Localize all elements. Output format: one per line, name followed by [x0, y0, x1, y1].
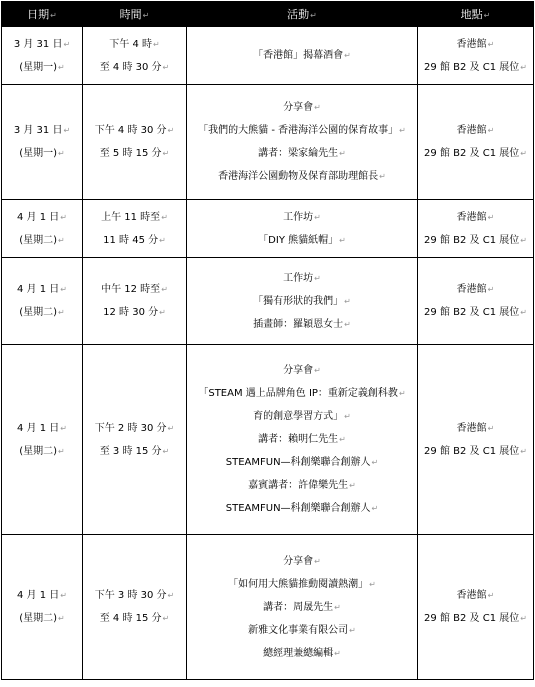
header-time: 時間↵ [83, 2, 187, 27]
time-line [83, 278, 186, 301]
paragraph-mark: ↵ [344, 412, 351, 421]
activity-line [187, 382, 417, 405]
date-line [2, 607, 82, 630]
paragraph-mark: ↵ [487, 285, 495, 294]
activity-line [187, 142, 417, 165]
time-text: 下午 4 時 30 分 [94, 125, 167, 136]
date-text: (星期二) [19, 613, 58, 624]
time-line [83, 206, 186, 229]
date-text: 4 月 1 日 [17, 422, 60, 434]
venue-line [418, 301, 533, 324]
time-cell [83, 200, 187, 258]
table-body [2, 27, 534, 680]
header-venue: 地點↵ [418, 2, 534, 27]
activity-text: 「如何用大熊貓推動閱讀熱潮」 [228, 578, 369, 590]
schedule-table [1, 1, 534, 680]
activity-cell [187, 258, 418, 345]
activity-line [187, 550, 417, 573]
paragraph-mark: ↵ [369, 579, 376, 589]
header-row [2, 2, 534, 27]
paragraph-mark: ↵ [159, 308, 166, 317]
date-cell [2, 345, 83, 535]
time-line [83, 119, 186, 142]
paragraph-mark: ↵ [60, 285, 67, 294]
venue-text: 香港館 [456, 125, 487, 136]
paragraph-mark: ↵ [349, 481, 356, 490]
date-line [2, 33, 82, 56]
activity-line [187, 96, 417, 119]
time-line [83, 33, 186, 56]
activity-text: 育的創意學習方式」 [253, 411, 344, 422]
paragraph-mark: ↵ [58, 446, 65, 456]
date-text: 3 月 31 日 [13, 125, 63, 136]
paragraph-mark: ↵ [153, 39, 160, 49]
venue-line [418, 206, 533, 229]
activity-text: 分享會 [283, 365, 314, 376]
venue-line [418, 584, 533, 607]
paragraph-mark: ↵ [63, 39, 71, 49]
activity-text: 總經理兼總編輯 [263, 647, 334, 659]
activity-text: 插畫師：羅穎恩女士 [253, 318, 344, 330]
date-line [2, 206, 82, 229]
date-line [2, 56, 82, 79]
paragraph-mark: ↵ [487, 591, 495, 600]
venue-text: 香港館 [456, 284, 487, 295]
time-line [83, 301, 186, 324]
activity-text: 分享會 [283, 555, 314, 567]
activity-text: 「STEAM 遇上品牌角色 IP：重新定義創科教 [198, 388, 398, 399]
paragraph-mark: ↵ [58, 149, 65, 158]
table-row [2, 535, 534, 680]
time-line [83, 417, 186, 440]
paragraph-mark: ↵ [58, 235, 65, 245]
venue-cell [418, 258, 534, 345]
venue-line [418, 229, 533, 252]
time-cell [83, 85, 187, 200]
date-cell [2, 258, 83, 345]
paragraph-mark: ↵ [58, 308, 65, 317]
time-line [83, 584, 186, 607]
venue-line [418, 119, 533, 142]
time-cell [83, 27, 187, 85]
date-line [2, 440, 82, 463]
venue-cell [418, 535, 534, 680]
venue-text: 29 館 B2 及 C1 展位 [424, 613, 520, 624]
date-text: (星期一) [19, 148, 58, 159]
date-cell [2, 200, 83, 258]
activity-line [187, 119, 417, 142]
date-text: (星期一) [19, 61, 58, 73]
table-row [2, 85, 534, 200]
paragraph-mark: ↵ [314, 212, 321, 222]
paragraph-mark: ↵ [162, 149, 170, 158]
activity-line [187, 573, 417, 596]
time-line [83, 229, 186, 252]
activity-text: 「獨有形狀的我們」 [253, 295, 344, 307]
paragraph-mark: ↵ [398, 389, 406, 398]
activity-line [187, 165, 417, 188]
date-text: (星期二) [19, 307, 58, 318]
paragraph-mark: ↵ [487, 39, 495, 49]
venue-text: 29 館 B2 及 C1 展位 [424, 61, 520, 73]
paragraph-mark: ↵ [159, 235, 166, 245]
time-text: 11 時 45 分 [103, 234, 159, 246]
time-text: 至 4 時 30 分 [99, 61, 162, 73]
activity-text: 講者：賴明仁先生 [258, 434, 339, 445]
venue-text: 29 館 B2 及 C1 展位 [424, 445, 520, 457]
date-line [2, 584, 82, 607]
time-line [83, 440, 186, 463]
venue-text: 香港館 [456, 422, 487, 434]
venue-text: 香港館 [456, 590, 487, 601]
paragraph-mark: ↵ [162, 614, 170, 623]
activity-line [187, 497, 417, 520]
time-text: 下午 4 時 [109, 38, 153, 50]
venue-text: 香港館 [456, 38, 487, 50]
date-text: 3 月 31 日 [13, 38, 63, 50]
activity-line [187, 313, 417, 336]
paragraph-mark: ↵ [520, 308, 527, 317]
activity-text: 工作坊 [283, 211, 314, 223]
venue-text: 29 館 B2 及 C1 展位 [424, 307, 520, 318]
date-line [2, 142, 82, 165]
activity-line [187, 596, 417, 619]
paragraph-mark: ↵ [161, 285, 168, 294]
activity-text: 「我們的大熊貓 - 香港海洋公園的保育故事」 [198, 125, 399, 136]
time-text: 中午 12 時至 [101, 284, 161, 295]
paragraph-mark: ↵ [371, 504, 379, 513]
time-text: 12 時 30 分 [103, 307, 159, 318]
time-text: 上午 11 時至 [101, 211, 161, 223]
activity-line [187, 267, 417, 290]
activity-line [187, 474, 417, 497]
date-line [2, 417, 82, 440]
paragraph-mark: ↵ [344, 296, 351, 306]
date-text: 4 月 1 日 [17, 211, 60, 223]
paragraph-mark: ↵ [339, 435, 346, 444]
paragraph-mark: ↵ [167, 591, 175, 600]
paragraph-mark: ↵ [344, 319, 351, 329]
paragraph-mark: ↵ [162, 446, 170, 456]
paragraph-mark: ↵ [520, 614, 527, 623]
paragraph-mark: ↵ [487, 423, 495, 433]
time-line [83, 142, 186, 165]
time-text: 至 5 時 15 分 [99, 148, 162, 159]
paragraph-mark: ↵ [314, 556, 321, 566]
venue-cell [418, 200, 534, 258]
venue-text: 香港館 [456, 211, 487, 223]
activity-line [187, 405, 417, 428]
venue-line [418, 278, 533, 301]
time-cell [83, 258, 187, 345]
paragraph-mark: ↵ [167, 126, 175, 135]
activity-text: 分享會 [283, 102, 314, 113]
activity-line [187, 44, 417, 67]
activity-text: 講者：周晟先生 [263, 601, 334, 613]
activity-cell [187, 345, 418, 535]
paragraph-mark: ↵ [334, 602, 341, 612]
activity-text: 新雅文化事業有限公司 [248, 624, 349, 636]
paragraph-mark: ↵ [487, 212, 495, 222]
activity-line [187, 359, 417, 382]
paragraph-mark: ↵ [487, 126, 495, 135]
date-cell [2, 85, 83, 200]
date-line [2, 229, 82, 252]
venue-line [418, 33, 533, 56]
table-row [2, 345, 534, 535]
table-row [2, 200, 534, 258]
table-row [2, 258, 534, 345]
date-text: (星期二) [19, 234, 58, 246]
venue-cell [418, 27, 534, 85]
activity-text: 「香港館」揭幕酒會 [253, 50, 344, 61]
paragraph-mark: ↵ [63, 126, 71, 135]
paragraph-mark: ↵ [520, 446, 527, 456]
paragraph-mark: ↵ [162, 62, 170, 72]
paragraph-mark: ↵ [60, 591, 67, 600]
paragraph-mark: ↵ [349, 625, 356, 635]
paragraph-mark: ↵ [58, 614, 65, 623]
activity-line [187, 229, 417, 252]
date-text: 4 月 1 日 [17, 590, 60, 601]
paragraph-mark: ↵ [339, 149, 346, 158]
activity-cell [187, 85, 418, 200]
venue-line [418, 440, 533, 463]
activity-text: 工作坊 [283, 272, 314, 284]
header-activity: 活動↵ [187, 2, 418, 27]
activity-line [187, 451, 417, 474]
activity-text: 香港海洋公園動物及保育部助理館長 [218, 171, 379, 182]
paragraph-mark: ↵ [60, 423, 67, 433]
paragraph-mark: ↵ [520, 62, 527, 72]
date-line [2, 278, 82, 301]
time-cell [83, 345, 187, 535]
date-line [2, 301, 82, 324]
time-text: 下午 3 時 30 分 [94, 590, 167, 601]
header-date: 日期↵ [2, 2, 83, 27]
paragraph-mark: ↵ [371, 458, 379, 467]
paragraph-mark: ↵ [314, 273, 321, 283]
activity-line [187, 642, 417, 665]
activity-line [187, 619, 417, 642]
activity-text: STEAMFUN—科創樂聯合創辦人 [225, 457, 371, 468]
paragraph-mark: ↵ [60, 212, 67, 222]
activity-line [187, 290, 417, 313]
paragraph-mark: ↵ [167, 423, 175, 433]
paragraph-mark: ↵ [334, 648, 341, 658]
time-text: 至 3 時 15 分 [99, 445, 162, 457]
activity-text: STEAMFUN—科創樂聯合創辦人 [225, 503, 371, 514]
paragraph-mark: ↵ [161, 212, 168, 222]
paragraph-mark: ↵ [520, 149, 527, 158]
date-text: (星期二) [19, 445, 58, 457]
activity-cell [187, 200, 418, 258]
paragraph-mark: ↵ [339, 235, 346, 245]
paragraph-mark: ↵ [314, 103, 321, 112]
venue-line [418, 417, 533, 440]
time-line [83, 607, 186, 630]
table-row [2, 27, 534, 85]
activity-text: 嘉賓講者：許偉樂先生 [248, 480, 349, 491]
activity-text: 「DIY 熊貓紙帽」 [258, 234, 339, 246]
activity-text: 講者：梁家綸先生 [258, 148, 339, 159]
activity-cell [187, 535, 418, 680]
date-text: 4 月 1 日 [17, 284, 60, 295]
venue-text: 29 館 B2 及 C1 展位 [424, 234, 520, 246]
time-cell [83, 535, 187, 680]
activity-line [187, 206, 417, 229]
paragraph-mark: ↵ [344, 51, 351, 60]
paragraph-mark: ↵ [379, 172, 386, 181]
venue-line [418, 142, 533, 165]
paragraph-mark: ↵ [314, 366, 321, 375]
paragraph-mark: ↵ [58, 62, 65, 72]
paragraph-mark: ↵ [399, 126, 406, 135]
date-line [2, 119, 82, 142]
activity-cell [187, 27, 418, 85]
venue-line [418, 56, 533, 79]
date-cell [2, 27, 83, 85]
venue-cell [418, 345, 534, 535]
date-cell [2, 535, 83, 680]
activity-line [187, 428, 417, 451]
venue-cell [418, 85, 534, 200]
time-text: 至 4 時 15 分 [99, 613, 162, 624]
time-line [83, 56, 186, 79]
venue-line [418, 607, 533, 630]
time-text: 下午 2 時 30 分 [94, 422, 167, 434]
venue-text: 29 館 B2 及 C1 展位 [424, 148, 520, 159]
paragraph-mark: ↵ [520, 235, 527, 245]
